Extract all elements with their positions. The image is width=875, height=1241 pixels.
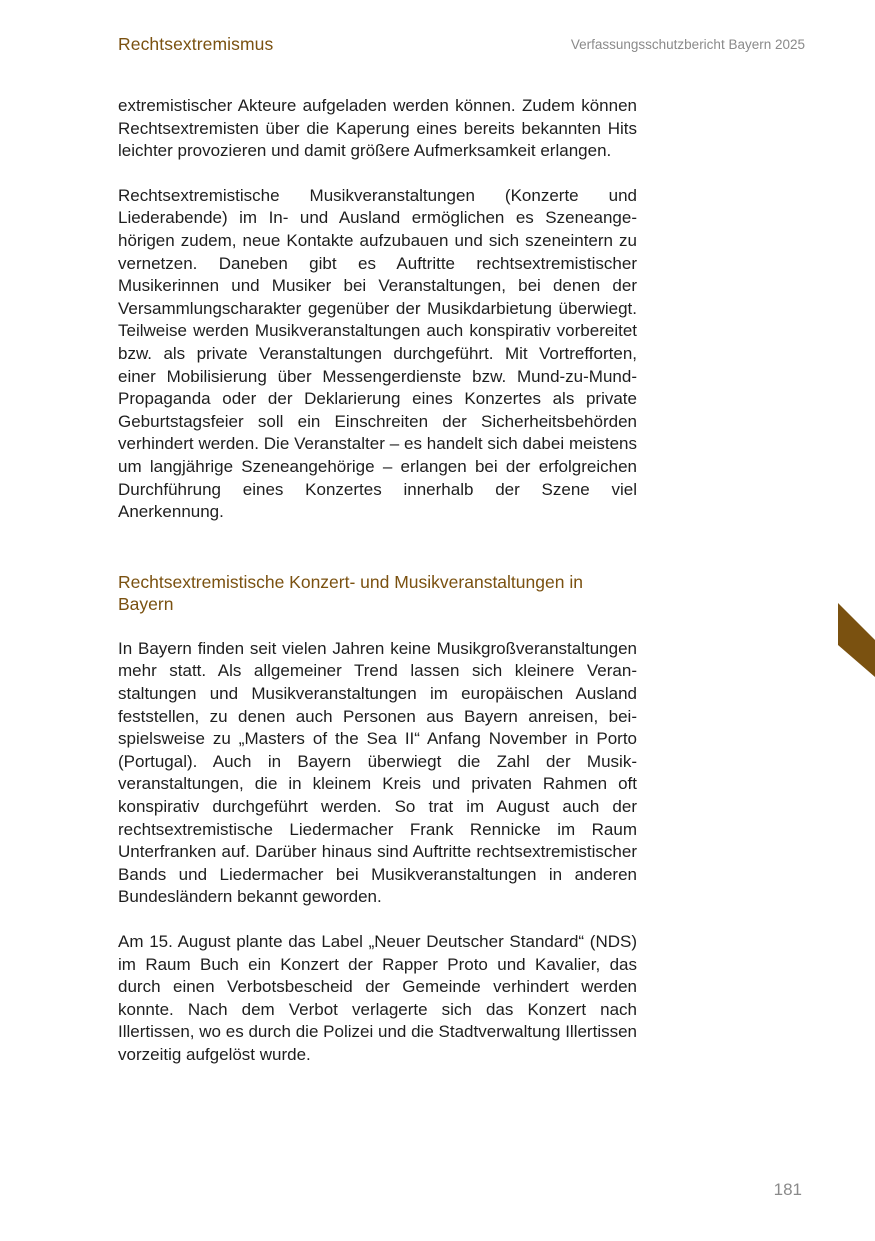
body-paragraph-4: Am 15. August plante das Label „Neuer Deutscher Standard“ (NDS) im Raum Buch ein Konzert der Rapper Proto und Kavalier, das durch einen Verbotsbescheid der Gemeinde verhindert werden konnte. Nach dem Verbot verlagerte sich das Konzert nach Illertissen, wo es durch die Polizei und die Stadtverwaltung Illertissen vorzeitig aufgelöst wurde.	[118, 932, 637, 1064]
body-paragraph-2: Rechtsextremistische Musikveranstaltungen (Konzerte und Liederabende) im In- und Ausland ermöglichen es Szeneangehörigen zudem, neue Kontakte aufzubauen und sich szeneintern zu vernetzen. Daneben gibt es Auftritte rechtsextremistischer Musikerinnen und Musiker bei Veranstaltungen, bei denen der Versammlungscharakter gegenüber der Musikdarbietung überwiegt. Teilweise werden Musikveranstaltungen auch konspirativ vorbereitet bzw. als private Veranstaltungen durchgeführt. Mit Vortrefforten, einer Mobilisierung über Messengerdienste bzw. Mund-zu-Mund-Propaganda oder der Deklarierung eines Konzertes als private Geburtstagsfeier soll ein Einschreiten der Sicherheitsbehörden verhindert werden. Die Veranstalter – es handelt sich dabei meistens um langjährige Szeneangehörige – erlangen bei der erfolgreichen Durchführung eines Konzertes innerhalb der Szene viel Anerkennung.	[118, 185, 637, 522]
section-subheading: Rechtsextremistische Konzert- und Musikveranstaltungen in Bayern	[118, 571, 583, 615]
chapter-tab-shape	[838, 603, 875, 677]
running-header-report-title: Verfassungsschutzbericht Bayern 2025	[570, 37, 805, 52]
chapter-tab-marker-icon	[838, 603, 875, 677]
body-paragraph-3: In Bayern finden seit vielen Jahren keine Musikgroßveranstaltungen mehr statt. Als allgemeiner Trend lassen sich kleinere Veranstaltungen und Musikveranstaltungen im europäischen Ausland feststellen, zu denen auch Personen aus Bayern anreisen, beispielsweise zu „Masters of the Sea II“ Anfang November in Porto (Portugal). Auch in Bayern überwiegt die Zahl der Musikveranstaltungen, die in kleinem Kreis und privaten Rahmen oft konspirativ durchgeführt werden. So trat im August auch der rechtsextremistische Liedermacher Frank Rennicke im Raum Unterfranken auf. Darüber hinaus sind Auftritte rechtsextremistischer Bands und Liedermacher bei Musikveranstaltungen in anderen Bundesländern bekannt geworden.	[118, 638, 637, 907]
body-paragraph-1: extremistischer Akteure aufgeladen werden können. Zudem können Rechtsextremisten über die Kaperung eines bereits bekannten Hits leichter provozieren und damit größere Aufmerksamkeit erlangen.	[118, 96, 637, 161]
running-header-section: Rechtsextremismus	[118, 34, 274, 54]
main-text-column	[118, 95, 637, 1067]
page-number: 181	[773, 1180, 802, 1199]
